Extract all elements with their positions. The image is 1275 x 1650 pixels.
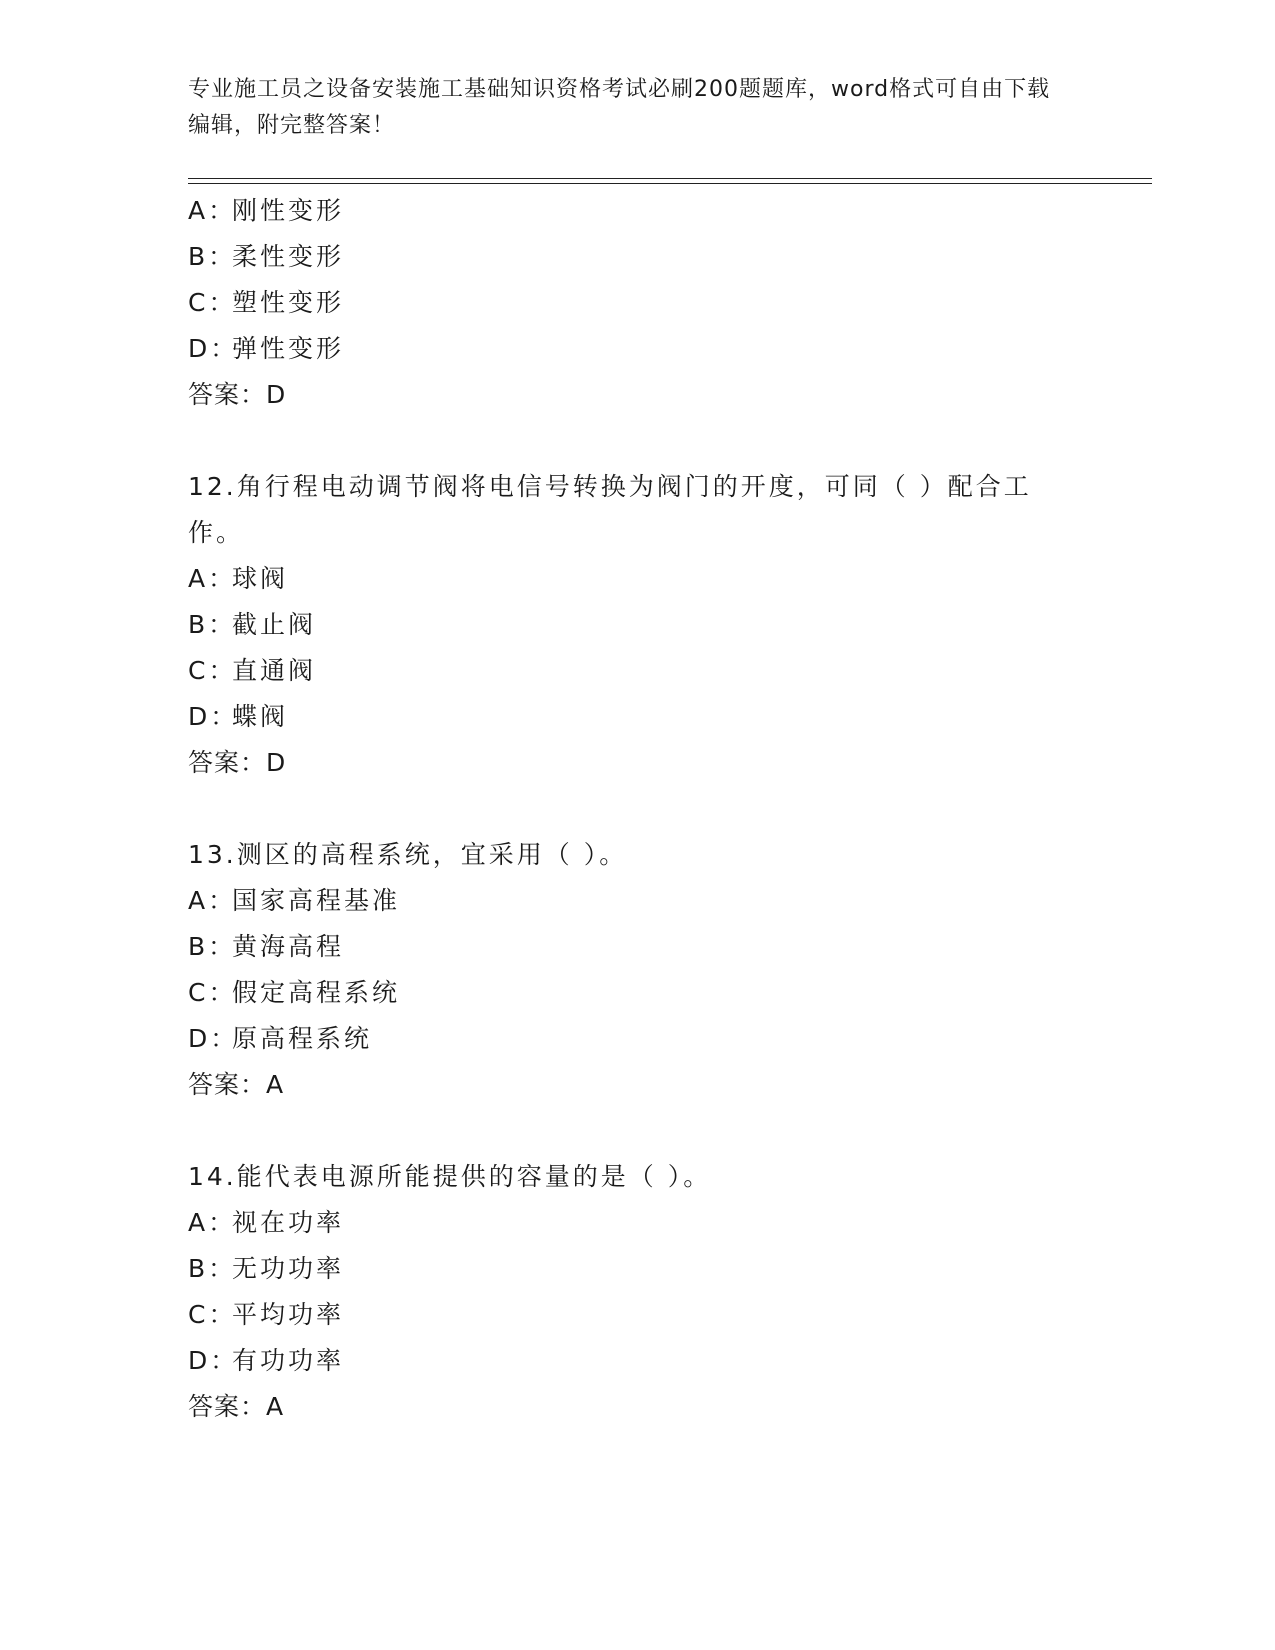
answer-line <box>188 1384 1088 1430</box>
header-title: 专业施工员之设备安装施工基础知识资格考试必刷200题题库，word格式可自由下载编辑，附完整答案！ <box>188 77 1051 138</box>
answer-value: A <box>266 1392 285 1421</box>
answer-line <box>188 372 1088 418</box>
document-header <box>188 72 1068 144</box>
option-a: A：球阀 <box>188 564 289 593</box>
answer-label: 答案： <box>188 748 267 777</box>
answer-value: A <box>266 1070 285 1099</box>
option-c: C：平均功率 <box>188 1300 345 1329</box>
question-stem: 14.能代表电源所能提供的容量的是（ ）。 <box>188 1162 712 1191</box>
option-c: C：假定高程系统 <box>188 978 401 1007</box>
question-block <box>188 464 1088 786</box>
answer-label: 答案： <box>188 380 267 409</box>
question-block <box>188 832 1088 1108</box>
option-b: B：截止阀 <box>188 610 317 639</box>
option-d: D：蝶阀 <box>188 702 289 731</box>
answer-line <box>188 1062 1088 1108</box>
question-block <box>188 1154 1088 1430</box>
header-divider-bottom <box>188 183 1152 184</box>
question-stem: 13.测区的高程系统，宜采用（ ）。 <box>188 840 628 869</box>
option-b: B：无功功率 <box>188 1254 345 1283</box>
option-d: D：弹性变形 <box>188 334 345 363</box>
option-a: A：刚性变形 <box>188 196 345 225</box>
question-list <box>188 188 1088 1430</box>
answer-value: D <box>266 380 287 409</box>
option-a: A：国家高程基准 <box>188 886 401 915</box>
option-d: D：有功功率 <box>188 1346 345 1375</box>
question-stem: 12.角行程电动调节阀将电信号转换为阀门的开度，可同（ ）配合工作。 <box>188 472 1032 547</box>
option-c: C：塑性变形 <box>188 288 345 317</box>
option-a: A：视在功率 <box>188 1208 345 1237</box>
option-c: C：直通阀 <box>188 656 317 685</box>
answer-value: D <box>266 748 287 777</box>
header-divider-top <box>188 178 1152 179</box>
answer-line <box>188 740 1088 786</box>
answer-label: 答案： <box>188 1392 267 1421</box>
option-d: D：原高程系统 <box>188 1024 373 1053</box>
option-b: B：柔性变形 <box>188 242 345 271</box>
answer-label: 答案： <box>188 1070 267 1099</box>
question-block-continued <box>188 188 1088 418</box>
option-b: B：黄海高程 <box>188 932 345 961</box>
